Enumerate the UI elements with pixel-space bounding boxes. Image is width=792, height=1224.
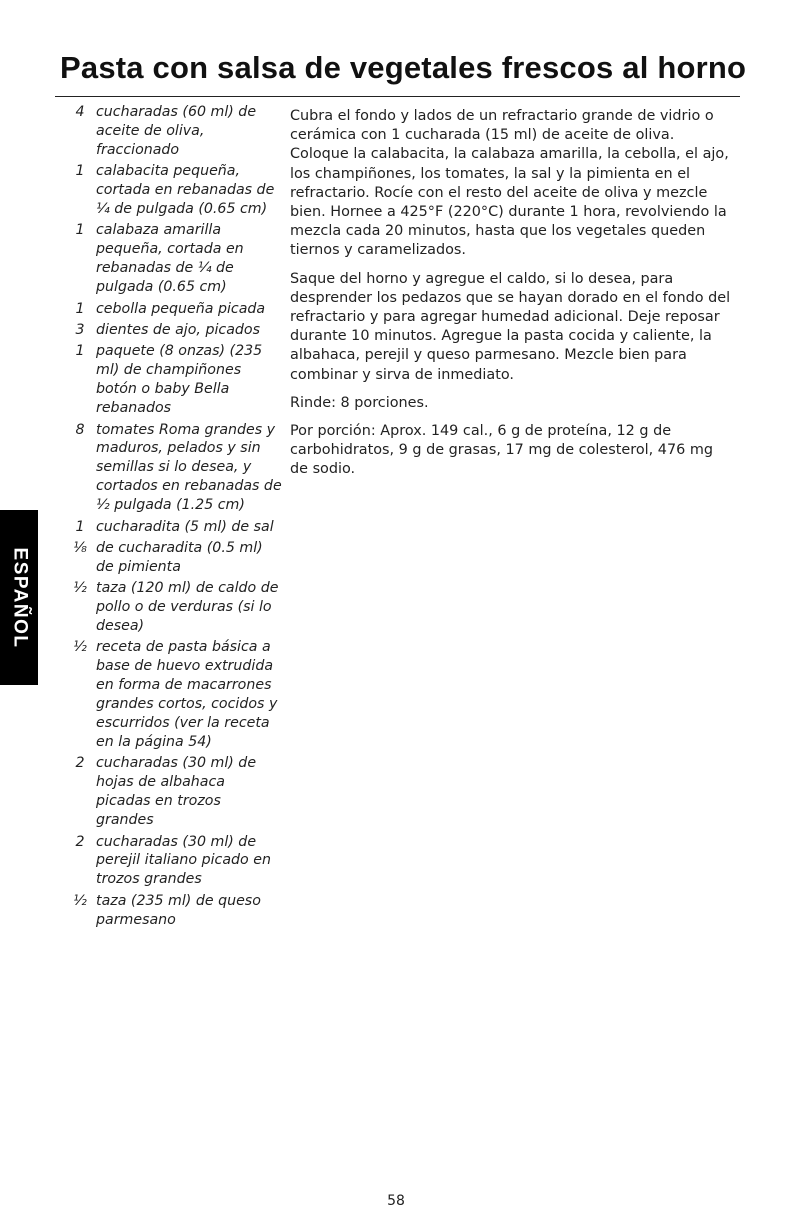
ingredient-text: de cucharadita (0.5 ml) de pimienta — [96, 539, 263, 575]
instruction-paragraph-combine: Saque del horno y agregue el caldo, si lo desea, para desprender los pedazos que se hayan dorado en el fondo del refractario y para agregar humedad adicional. Deje reposar durante 10 minutos. Agregue la pasta cocida y caliente, la albahaca, perejil y queso parmesano. Mezcle bien para combinar y sirva de inmediato. — [290, 270, 731, 383]
ingredient-quantity: 3 — [75, 321, 85, 338]
ingredient-text: calabaza amarilla pequeña, cortada en rebanadas de ¹⁄₄ de pulgada (0.65 cm) — [96, 222, 244, 296]
ingredient-quantity: 1 — [75, 163, 85, 180]
ingredient-quantity: ¹⁄₂ — [73, 892, 87, 909]
ingredient-item — [70, 103, 282, 160]
page-title: Pasta con salsa de vegetales frescos al horno — [60, 50, 747, 85]
ingredient-item — [70, 421, 282, 516]
ingredient-text: cucharadas (30 ml) de hojas de albahaca picadas en trozos grandes — [96, 755, 257, 829]
ingredient-item — [70, 638, 282, 751]
ingredient-quantity: 2 — [75, 755, 85, 772]
language-side-tab — [0, 510, 38, 685]
ingredient-text: cucharadita (5 ml) de sal — [96, 518, 274, 535]
ingredient-quantity: ¹⁄₈ — [73, 539, 87, 556]
ingredient-item — [70, 321, 282, 340]
language-side-tab-label: ESPAÑOL — [9, 547, 30, 648]
ingredient-text: dientes de ajo, picados — [96, 321, 260, 338]
ingredient-text: cebolla pequeña picada — [96, 300, 266, 317]
ingredient-item — [70, 833, 282, 890]
ingredient-quantity: ¹⁄₂ — [73, 580, 87, 597]
ingredient-text: receta de pasta básica a base de huevo extrudida en forma de macarrones grandes cortos, cocidos y escurridos (ver la receta en la página 54) — [96, 639, 278, 750]
ingredient-text: calabacita pequeña, cortada en rebanadas de ¹⁄₄ de pulgada (0.65 cm) — [96, 163, 275, 218]
ingredient-quantity: 4 — [75, 104, 85, 120]
ingredient-item — [70, 754, 282, 830]
ingredient-item — [70, 342, 282, 418]
ingredient-item — [70, 518, 282, 537]
ingredient-text: cucharadas (30 ml) de perejil italiano picado en trozos grandes — [96, 833, 271, 888]
ingredient-quantity: 8 — [75, 421, 85, 438]
ingredient-quantity: 2 — [75, 833, 85, 850]
nutrition-text: Por porción: Aprox. 149 cal., 6 g de proteína, 12 g de carbohidratos, 9 g de grasas, 17 mg de colesterol, 476 mg de sodio. — [290, 423, 713, 478]
instructions — [290, 107, 735, 489]
ingredient-item — [70, 300, 282, 319]
yield-text: Rinde: 8 porciones. — [290, 394, 429, 411]
ingredient-quantity: 1 — [75, 343, 85, 360]
ingredient-text: tomates Roma grandes y maduros, pelados y sin semillas si lo desea, y cortados en rebanadas de ¹⁄₂ pulgada (1.25 cm) — [96, 421, 282, 514]
ingredient-text: paquete (8 onzas) (235 ml) de champiñones botón o baby Bella rebanados — [96, 343, 263, 417]
instruction-paragraph-roast: Cubra el fondo y lados de un refractario grande de vidrio o cerámica con 1 cucharada (15 ml) de aceite de oliva. Coloque la calabacita, la calabaza amarilla, la cebolla, el ajo, los champiñones, los tomates, la sal y la pimienta en el refractario. Rocíe con el resto del aceite de oliva y mezcle bien. Hornee a 425°F (220°C) durante 1 hora, revolviendo la mezcla cada 20 minutos, hasta que los vegetales queden tiernos y caramelizados. — [290, 108, 729, 259]
ingredient-quantity: 1 — [75, 300, 85, 317]
ingredient-list — [70, 103, 282, 932]
title-divider — [55, 96, 740, 97]
ingredient-item — [70, 162, 282, 219]
ingredient-item — [70, 579, 282, 636]
ingredient-text: cucharadas (60 ml) de aceite de oliva, fraccionado — [96, 104, 257, 158]
ingredient-quantity: 1 — [75, 518, 85, 535]
page-number: 58 — [387, 1193, 405, 1209]
ingredient-item — [70, 539, 282, 577]
ingredient-quantity: ¹⁄₂ — [73, 639, 87, 656]
ingredient-quantity: 1 — [75, 222, 85, 239]
ingredient-item — [70, 221, 282, 297]
ingredient-text: taza (120 ml) de caldo de pollo o de verduras (si lo desea) — [96, 580, 279, 635]
ingredient-text: taza (235 ml) de queso parmesano — [96, 892, 261, 928]
ingredient-item — [70, 892, 282, 930]
